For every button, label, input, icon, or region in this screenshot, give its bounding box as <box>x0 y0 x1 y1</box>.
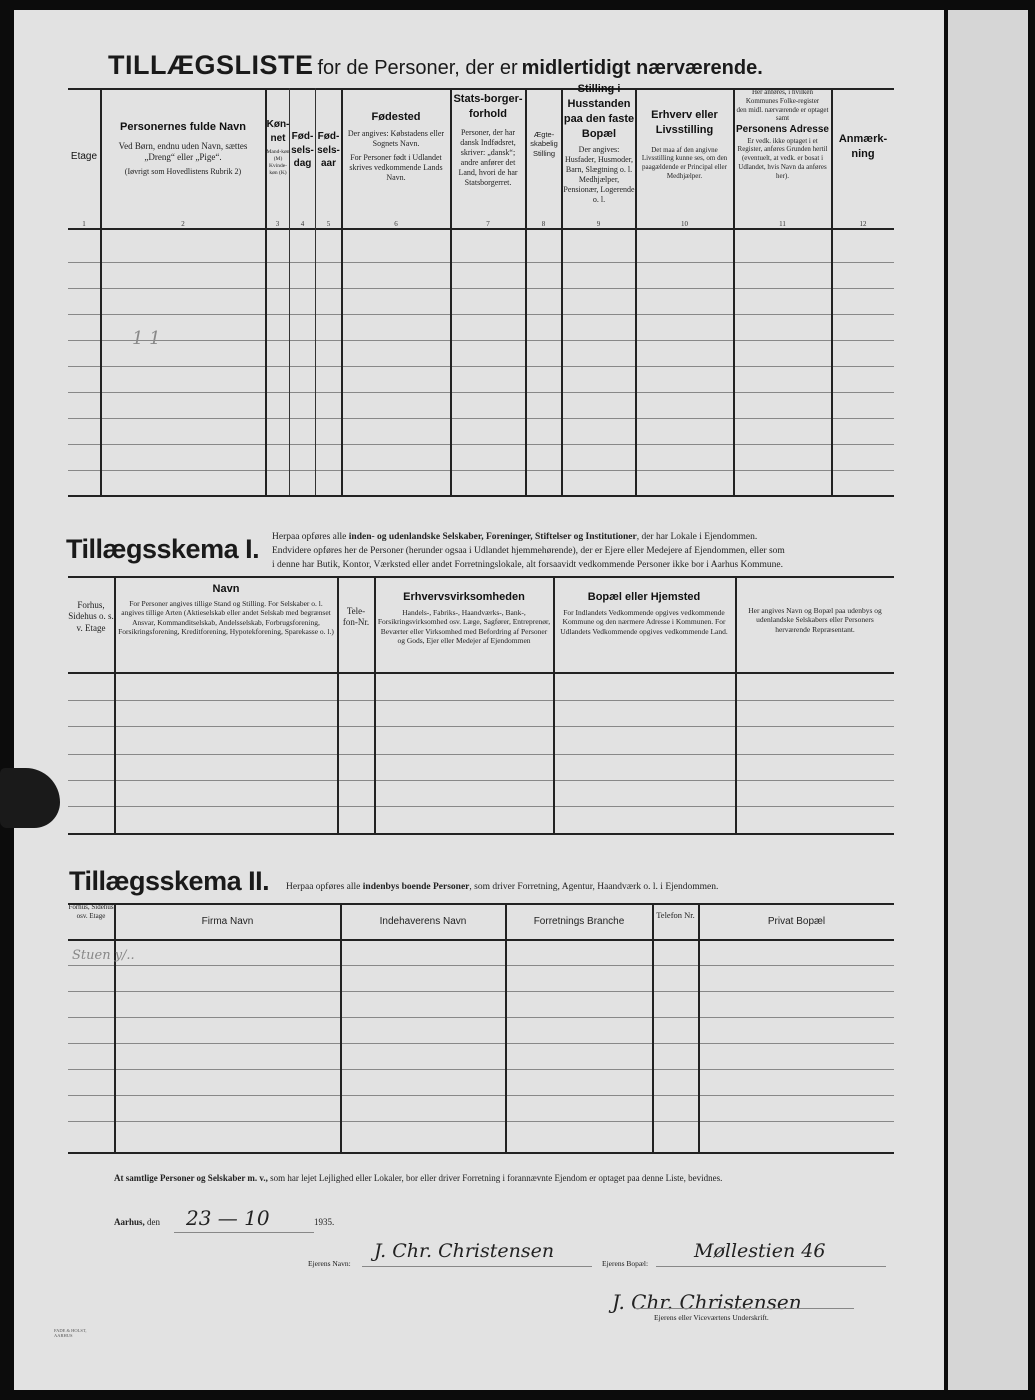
handwritten-date: 23 — 10 <box>186 1206 270 1230</box>
col-number: 1 <box>82 220 86 228</box>
skema2-col-phone: Telefon Nr. <box>656 910 695 920</box>
col-number: 3 <box>275 220 280 228</box>
skema1-description: Herpaa opføres alle inden- og udenlandske Selskaber, Foreninger, Stiftelser og Institutioner, der har Lokale i Ejendommen. Endvidere opføres her de Personer (herunder ogsaa i Udlandet hjemmehørende), der er Ejere eller Medejere af Ejendommen, eller som i denne har Butik, Kontor, Værksted eller andet Forretningslokale, alt forsaavidt vedkommende Personer ikke bor i Aarhus Kommune. <box>272 532 785 570</box>
col-birthplace: Fødested Der angives: Købstadens eller Sognets Navn. For Personer født i Udlandet skrives vedkommende Lands Navn. <box>347 111 445 182</box>
col-number: 8 <box>541 220 546 228</box>
skema1-col-name: Navn For Personer angives tillige Stand og Stilling. For Selskaber o. l. angives tillige Arten (Aktieselskab eller andet Selskab med begrænset Ansvar, Kommanditselskab, Andelsselskab, Forbrugsforening, Forsikringsforening, Kreditforening, Hypotekforening, Sparekasse o. l.) <box>118 583 334 636</box>
declaration: At samtlige Personer og Selskaber m. v., som har lejet Lejlighed eller Lokaler, bor eller driver Forretning i forannævnte Ejendom er optaget paa denne Liste, bevidnes. <box>114 1173 723 1183</box>
handwritten-owner-name: J. Chr. Christensen <box>374 1240 555 1262</box>
col-citizenship: Stats-borger-forhold Personer, der har dansk Indfødsret, skriver: „dansk“; andre anfører det Land, hvori de har Statsborgerret. <box>453 93 523 187</box>
skema1-title: Tillægsskema I. <box>66 534 260 564</box>
handwritten-signature: J. Chr. Christensen <box>612 1290 802 1314</box>
col-address: Her anføres, i hvilken Kommunes Folke-register den midl. nærværende er optaget samt Personens Adresse Er vedk. ikke optaget i et Register, anføres Grunden hertil (eventuelt, at vedk. er bosat i Udlandet, hvis Navn da anføres her). <box>735 88 829 180</box>
date-line: Aarhus, den <box>114 1217 161 1227</box>
col-remarks: Anmærk-ning <box>838 133 888 160</box>
owner-address-label: Ejerens Bopæl: <box>602 1259 649 1268</box>
col-number: 11 <box>779 220 786 228</box>
handwritten-mark: Stuen y/.. <box>72 948 135 963</box>
signature-label: Ejerens eller Viceværtens Underskrift. <box>654 1313 769 1322</box>
skema1-col-representative: Her angives Navn og Bopæl paa udenbys og udenlandske Selskabers eller Personers herværende Repræsentant. <box>748 606 882 634</box>
title-main: TILLÆGSLISTE <box>108 50 314 80</box>
col-number: 2 <box>181 220 185 228</box>
title-bold: midlertidigt nærværende. <box>521 57 763 79</box>
skema2-col-branch: Forretnings Branche <box>533 916 625 927</box>
col-marital: Ægte-skabelig Stilling <box>530 130 558 158</box>
year: 1935. <box>314 1217 335 1227</box>
col-number: 10 <box>681 220 688 228</box>
skema2-description: Herpaa opføres alle indenbys boende Personer, som driver Forretning, Agentur, Haandværk o. l. i Ejendommen. <box>286 882 719 892</box>
col-birthday: Fød-sels-dag <box>291 131 314 169</box>
printer-mark: FADE & HOLST, AARHUS <box>54 1328 87 1338</box>
col-household: Stilling i Husstanden paa den faste Bopæl Der angives: Husfader, Husmoder, Barn, Slægtning o. l. Medhjælper, Pensionær, Logerende o. l. <box>563 83 635 205</box>
title-rest: for de Personer, der er <box>317 57 518 79</box>
owner-name-label: Ejerens Navn: <box>308 1259 351 1268</box>
col-occupation: Erhverv eller Livsstilling Det maa af den angivne Livsstilling kunne ses, om den paagældende er Principal eller Medhjælper. <box>641 109 728 180</box>
col-number: 6 <box>394 220 398 228</box>
col-number: 7 <box>486 220 490 228</box>
form-page <box>14 10 944 1390</box>
skema1-col-etage: Forhus, Sidehus o. s. v. Etage <box>68 600 114 633</box>
skema2-col-firm: Firma Navn <box>201 916 254 927</box>
skema2-col-residence: Privat Bopæl <box>767 916 826 927</box>
page-title <box>108 50 763 81</box>
skema1-col-phone: Tele-fon-Nr. <box>342 606 370 628</box>
col-birthyear: Fød-sels-aar <box>317 131 340 169</box>
skema1-col-residence: Bopæl eller Hjemsted For Indlandets Vedkommende opgives vedkommende Kommune og den nærmere Adresse i Kommunen. For Udlandets Vedkommende opgives vedkommende Land. <box>560 591 728 636</box>
skema2-col-etage: Forhus, Sidehus osv. Etage <box>68 903 114 920</box>
col-name: Personernes fulde Navn Ved Børn, endnu uden Navn, sættes „Dreng“ eller „Pige“. (Iøvrigt som Hovedlistens Rubrik 2) <box>118 121 248 177</box>
col-etage: Etage <box>70 151 98 162</box>
col-number: 12 <box>859 220 867 228</box>
skema2-title: Tillægsskema II. <box>69 866 270 896</box>
col-number: 4 <box>300 220 305 228</box>
handwritten-owner-address: Møllestien 46 <box>694 1240 826 1262</box>
col-number: 5 <box>326 220 331 228</box>
skema1-col-business: Erhvervsvirksomheden Handels-, Fabriks-, Haandværks-, Bank-, Forsikringsvirksomhed osv. Læge, Sagfører, Entreprenør, Beværter eller Virksomhed med Befordring af Personer og Gods, Ejer eller Medejer af Ejendommen <box>377 591 551 645</box>
col-number: 9 <box>596 220 601 228</box>
skema2-col-owner: Indehaverens Navn <box>379 916 467 927</box>
col-gender: Køn-net Mand-køn (M) Kvinde-køn (K) <box>266 119 290 176</box>
adjacent-page <box>948 10 1028 1390</box>
handwritten-mark: 1 1 <box>132 328 161 349</box>
